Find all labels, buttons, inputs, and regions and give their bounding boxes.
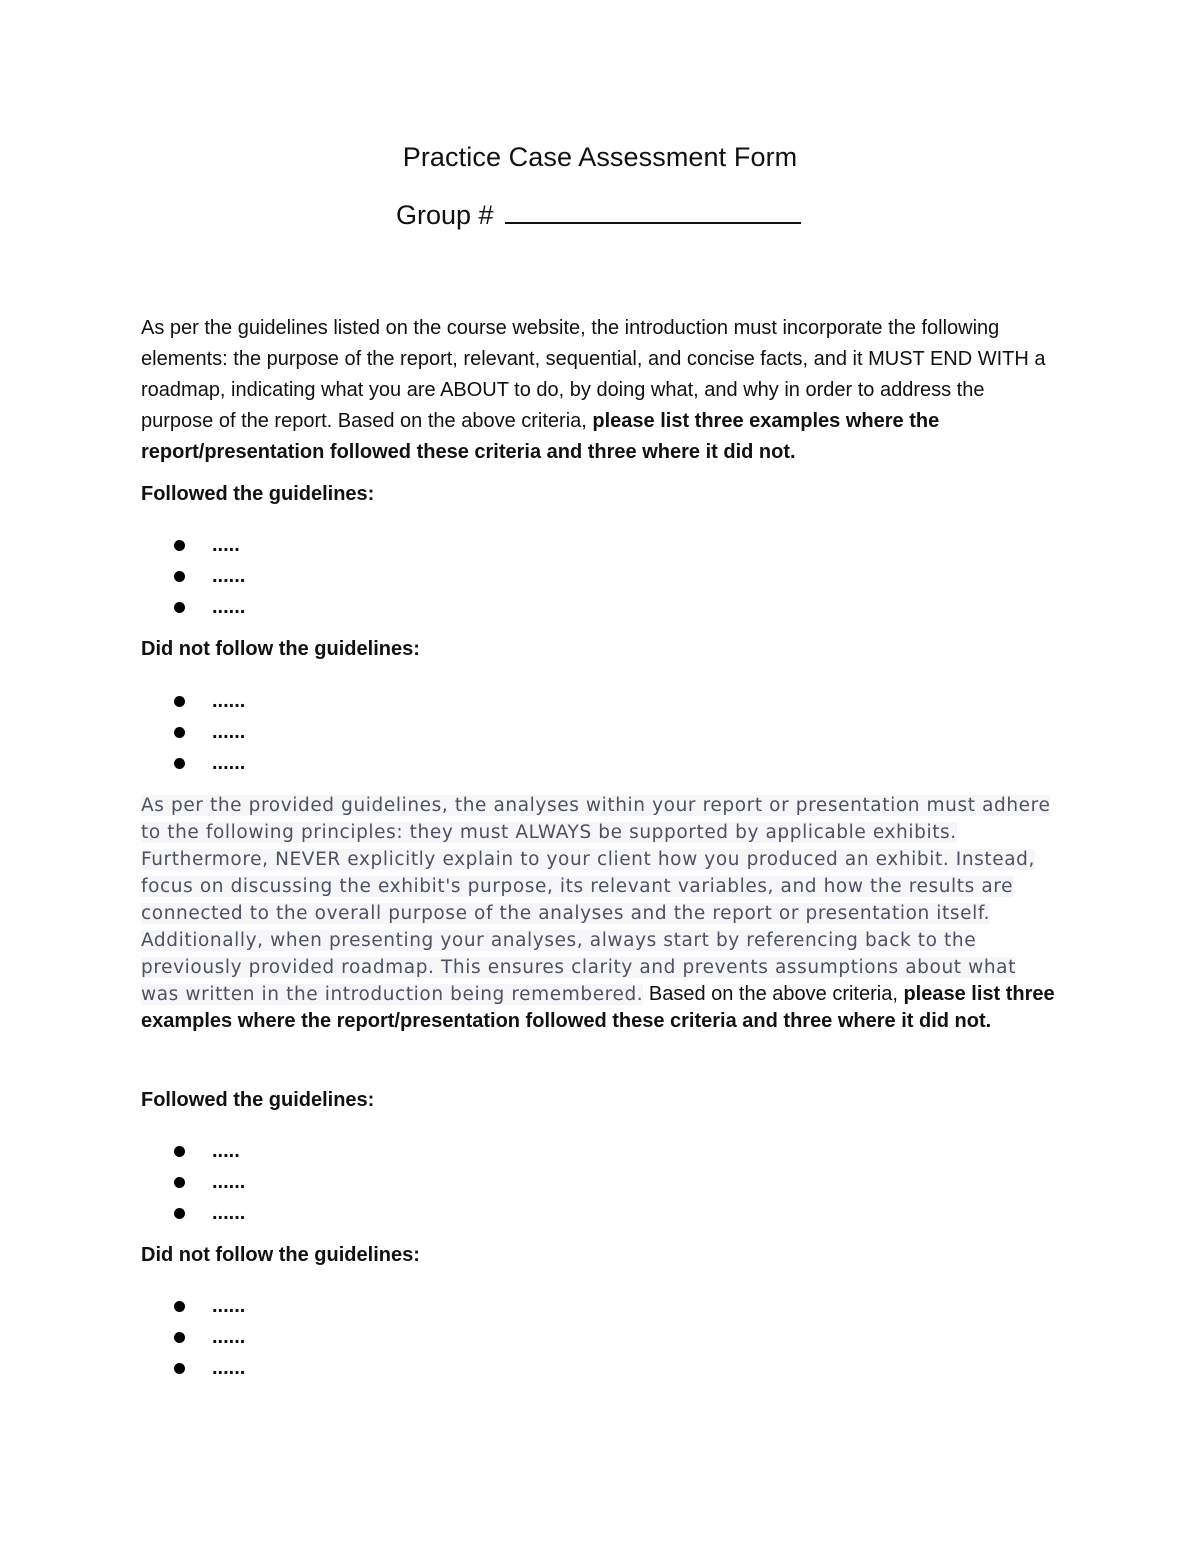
bullet-icon (174, 1146, 185, 1157)
analyses-guidelines-paragraph (141, 792, 1059, 1035)
analyses-criteria-text: Based on the above criteria, (643, 983, 904, 1005)
bullet-icon (174, 1301, 185, 1312)
list-item[interactable]: ...... (172, 686, 245, 717)
list-item[interactable]: ...... (172, 1167, 245, 1198)
bullet-icon (174, 1208, 185, 1219)
introduction-guidelines-text: As per the guidelines listed on the course website, the introduction must incorporate the following elements: the purpose of the report, relevant, sequential, and concise facts, and it MUST END WITH a roadmap, indicating what you are ABOUT to do, by doing what, and why in order to address the purpose of the report. Based on the above criteria, (141, 317, 1046, 432)
bullet-icon (174, 1177, 185, 1188)
bullet-icon (174, 1363, 185, 1374)
introduction-instruction-bold: please list three examples where the report/presentation followed these criteria and three where it did not. (141, 410, 940, 463)
list-item[interactable]: ...... (172, 1291, 245, 1322)
list-item[interactable]: ...... (172, 592, 245, 623)
bullet-icon (174, 758, 185, 769)
section1-followed-list (172, 530, 245, 623)
section2-not-followed-list (172, 1291, 245, 1384)
analyses-guidelines-text: As per the provided guidelines, the analyses within your report or presentation must adhere to the following principles: they must ALWAYS be supported by applicable exhibits. Furthermore, NEVER explicitly explain to your client how you produced an exhibit. Instead, focus on discussing the exhibit's purpose, its relevant variables, and how the results are connected to the overall purpose of the analyses and the report or presentation itself. Additionally, when presenting your analyses, always start by referencing back to the previously provided roadmap. This ensures clarity and prevents assumptions about what was written in the introduction being remembered. (141, 795, 1051, 1005)
group-number-line (396, 200, 801, 231)
section1-not-followed-heading: Did not follow the guidelines: (141, 638, 420, 660)
group-label: Group # (396, 200, 494, 230)
bullet-icon (174, 571, 185, 582)
bullet-icon (174, 727, 185, 738)
section2-not-followed-heading: Did not follow the guidelines: (141, 1244, 420, 1266)
list-item[interactable]: ...... (172, 748, 245, 779)
section1-followed-heading: Followed the guidelines: (141, 483, 375, 505)
bullet-icon (174, 602, 185, 613)
group-number-blank[interactable] (505, 200, 801, 224)
section2-followed-heading: Followed the guidelines: (141, 1089, 375, 1111)
bullet-icon (174, 696, 185, 707)
section1-not-followed-list (172, 686, 245, 779)
bullet-icon (174, 1332, 185, 1343)
list-item[interactable]: ..... (172, 530, 245, 561)
list-item[interactable]: ..... (172, 1136, 245, 1167)
list-item[interactable]: ...... (172, 1353, 245, 1384)
list-item[interactable]: ...... (172, 1322, 245, 1353)
introduction-guidelines-paragraph (141, 313, 1059, 468)
list-item[interactable]: ...... (172, 1198, 245, 1229)
list-item[interactable]: ...... (172, 561, 245, 592)
page-title: Practice Case Assessment Form (402, 142, 798, 172)
list-item[interactable]: ...... (172, 717, 245, 748)
bullet-icon (174, 540, 185, 551)
section2-followed-list (172, 1136, 245, 1229)
analyses-instruction-bold: please list three examples where the report/presentation followed these criteria and three where it did not. (141, 983, 1055, 1032)
